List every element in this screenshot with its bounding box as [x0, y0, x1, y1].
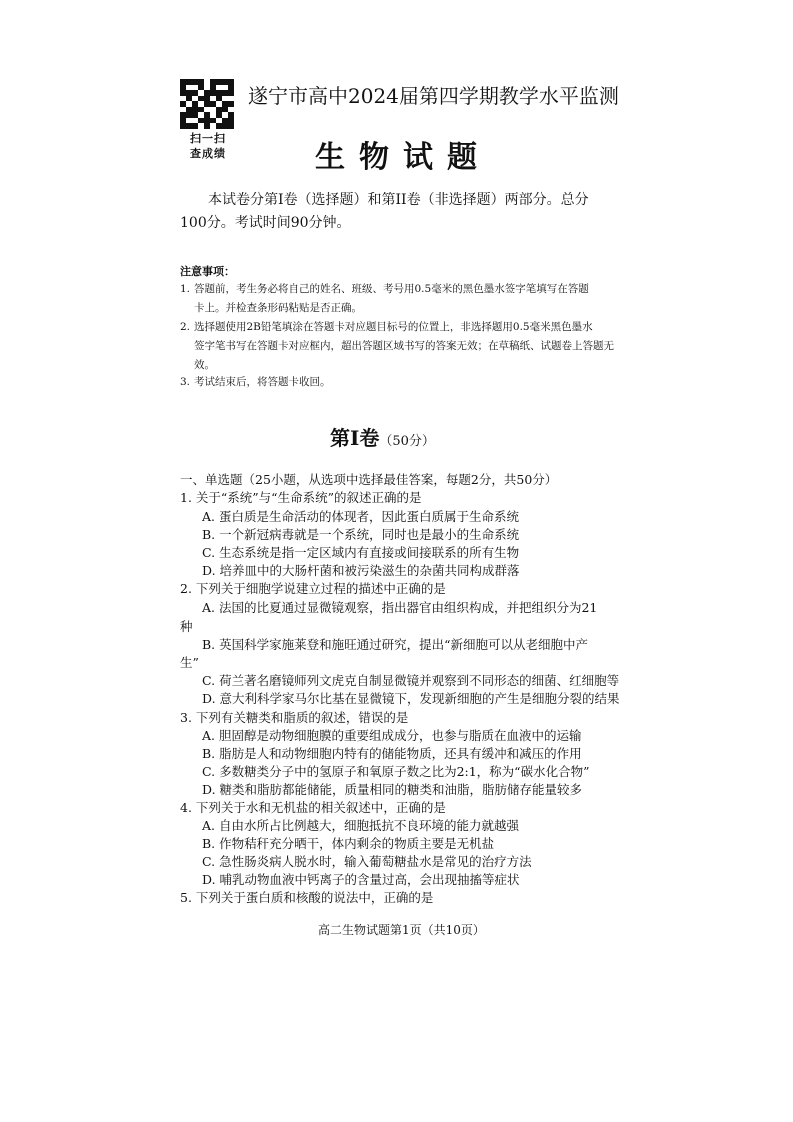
note-item	[180, 318, 616, 375]
intro-paragraph: 本试卷分第I卷（选择题）和第II卷（非选择题）两部分。总分100分。考试时间90分钟。	[180, 192, 589, 231]
question-option: A. 胆固醇是动物细胞膜的重要组成成分，也参与脂质在血液中的运输	[202, 728, 582, 743]
note-text-cont: 卡上。并检查条形码粘贴是否正确。	[194, 302, 362, 314]
question-stem: 5. 下列关于蛋白质和核酸的说法中，正确的是	[180, 890, 434, 905]
note-text: 考试结束后，将答题卡收回。	[194, 376, 331, 388]
question-option: C. 多数糖类分子中的氢原子和氧原子数之比为2:1，称为“碳水化合物”	[202, 764, 590, 779]
note-number: 3.	[180, 376, 191, 388]
question-option: C. 荷兰著名磨镜师列文虎克自制显微镜并观察到不同形态的细菌、红细胞等	[202, 673, 620, 688]
question-option: A. 法国的比夏通过显微镜观察，指出器官由组织构成，并把组织分为21	[202, 600, 598, 615]
question-option: C. 生态系统是指一定区域内有直接或间接联系的所有生物	[202, 545, 520, 560]
question-stem: 4. 下列关于水和无机盐的相关叙述中，正确的是	[180, 800, 446, 815]
question-option-cont: 生”	[180, 655, 199, 670]
note-text: 选择题使用2B铅笔填涂在答题卡对应题目标号的位置上，非选择题用0.5毫米黑色墨水	[194, 321, 593, 333]
subject-title: 生物试题	[315, 140, 491, 175]
question-option: B. 英国科学家施莱登和施旺通过研究，提出“新细胞可以从老细胞中产	[202, 637, 589, 652]
question-option: D. 糖类和脂肪都能储能，质量相同的糖类和油脂，脂肪储存能量较多	[202, 782, 583, 797]
question-stem: 2. 下列关于细胞学说建立过程的描述中正确的是	[180, 581, 446, 596]
note-number: 1.	[180, 283, 191, 295]
question-option: B. 一个新冠病毒就是一个系统，同时也是最小的生命系统	[202, 527, 520, 542]
note-item	[180, 373, 616, 392]
note-number: 2.	[180, 321, 191, 333]
question-option: D. 哺乳动物血液中钙离子的含量过高，会出现抽搐等症状	[202, 872, 520, 887]
question-option: A. 自由水所占比例越大，细胞抵抗不良环境的能力就越强	[202, 818, 519, 833]
notes-title: 注意事项：	[180, 265, 235, 278]
note-text: 答题前，考生务必将自己的姓名、班级、考号用0.5毫米的黑色墨水签字笔填写在答题	[194, 283, 589, 295]
question-option-cont: 种	[180, 619, 193, 634]
part-title-text: 第Ⅰ卷	[330, 426, 380, 450]
question-stem: 3. 下列有关糖类和脂质的叙述，错误的是	[180, 710, 409, 725]
part-title	[330, 422, 435, 451]
qr-module	[228, 123, 234, 129]
note-text-cont: 签字笔书写在答题卡对应框内，超出答题区域书写的答案无效；在草稿纸、试题卷上答题无效。	[194, 340, 614, 371]
qr-caption-line2: 查成绩	[190, 147, 226, 160]
question-option: D. 培养皿中的大肠杆菌和被污染滋生的杂菌共同构成群落	[202, 563, 520, 578]
question-option: D. 意大利科学家马尔比基在显微镜下，发现新细胞的产生是细胞分裂的结果	[202, 691, 620, 706]
note-item	[180, 280, 616, 318]
qr-caption-line1: 扫一扫	[190, 132, 226, 145]
question-option: B. 作物秸秆充分晒干，体内剩余的物质主要是无机盐	[202, 836, 495, 851]
question-stem: 1. 关于“系统”与“生命系统”的叙述正确的是	[180, 490, 422, 505]
question-option: A. 蛋白质是生命活动的体现者，因此蛋白质属于生命系统	[202, 509, 519, 524]
page-footer: 高二生物试题第1页（共10页）	[318, 923, 485, 937]
part-score: （50分）	[379, 434, 435, 449]
question-option: C. 急性肠炎病人脱水时，输入葡萄糖盐水是常见的治疗方法	[202, 854, 532, 869]
question-option: B. 脂肪是人和动物细胞内特有的储能物质，还具有缓冲和减压的作用	[202, 746, 582, 761]
exam-header-title: 遂宁市高中2024届第四学期教学水平监测	[248, 84, 619, 108]
section-title: 一、单选题（25小题，从选项中选择最佳答案，每题2分，共50分）	[180, 472, 558, 487]
qr-code	[180, 79, 234, 129]
